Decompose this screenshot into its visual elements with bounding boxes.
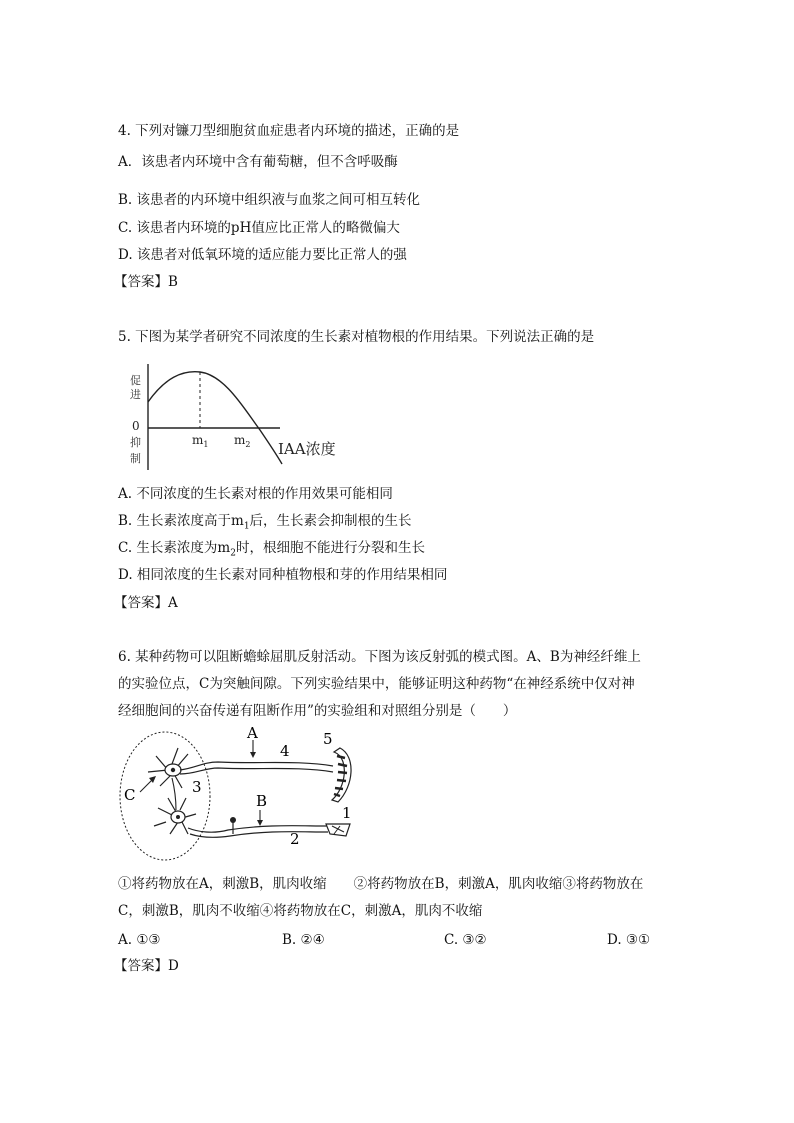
- q5-option-b: B. 生长素浓度高于$m_1$后，生长素会抑制根的生长: [118, 513, 412, 532]
- q6-statements-line-1: ①将药物放在A，刺激B，肌肉收缩 ②将药物放在B，刺激A，肌肉收缩③将药物放在: [118, 876, 644, 892]
- q6-option-a: A. ①③: [118, 932, 161, 948]
- motor-neuron-nucleus: [171, 768, 175, 772]
- q4-stem: 4. 下列对镰刀型细胞贫血症患者内环境的描述，正确的是: [118, 123, 460, 139]
- m2-label: $m_2$: [234, 433, 251, 449]
- label-c: C: [124, 786, 136, 804]
- ganglion-dot: [230, 817, 236, 823]
- q6-statements-line-2: C，刺激B，肌肉不收缩④将药物放在C，刺激A，肌肉不收缩: [118, 903, 483, 919]
- q6-option-d: D. ③①: [607, 932, 651, 948]
- q4-option-a: A．该患者内环境中含有葡萄糖，但不含呼吸酶: [118, 154, 398, 170]
- q6-stem-line-1: 6. 某种药物可以阻断蟾蜍屈肌反射活动。下图为该反射弧的模式图。A、B为神经纤维上: [118, 649, 641, 665]
- growth-effect-curve: [148, 372, 282, 464]
- q6-stem-line-3: 经细胞间的兴奋传递有阻断作用”的实验组和对照组分别是（ ）: [118, 703, 517, 719]
- q4-answer: 【答案】B: [114, 274, 178, 290]
- label-2: 2: [290, 830, 300, 848]
- auxin-concentration-curve-figure: [120, 360, 360, 472]
- q5-option-c: C. 生长素浓度为$m_2$时，根细胞不能进行分裂和生长: [118, 540, 425, 559]
- y-axis-inhibit-label-1: 抑: [130, 436, 141, 449]
- y-axis-promote-label-2: 进: [130, 388, 141, 401]
- receptor: [326, 824, 350, 836]
- m1-label: $m_1$: [192, 433, 209, 449]
- label-b: B: [256, 792, 268, 810]
- q5-answer: 【答案】A: [114, 595, 178, 611]
- arrow-a-head: [250, 752, 256, 758]
- q4-option-b: B. 该患者的内环境中组织液与血浆之间可相互转化: [118, 192, 421, 208]
- q5-stem: 5. 下图为某学者研究不同浓度的生长素对植物根的作用结果。下列说法正确的是: [118, 329, 595, 345]
- reflex-arc-figure: [118, 726, 368, 862]
- q6-option-c: C. ③②: [444, 932, 487, 948]
- interneuron-nucleus: [176, 815, 180, 819]
- q4-option-c: C. 该患者内环境的pH值应比正常人的略微偏大: [118, 220, 400, 236]
- label-4: 4: [280, 742, 290, 760]
- q6-stem-line-2: 的实验位点，C为突触间隙。下列实验结果中，能够证明这种药物“在神经系统中仅对神: [118, 676, 635, 692]
- q5-option-a: A. 不同浓度的生长素对根的作用效果可能相同: [118, 486, 393, 502]
- efferent-axon-lower: [180, 768, 333, 774]
- q6-option-b: B. ②④: [282, 932, 325, 948]
- label-1: 1: [342, 804, 352, 822]
- label-a: A: [247, 726, 258, 742]
- y-axis-zero-label: 0: [132, 419, 140, 433]
- label-3: 3: [192, 778, 202, 796]
- q6-answer: 【答案】D: [114, 958, 179, 974]
- label-5: 5: [323, 730, 333, 748]
- q4-option-d: D. 该患者对低氧环境的适应能力要比正常人的强: [118, 247, 407, 263]
- q5-option-d: D. 相同浓度的生长素对同种植物根和芽的作用结果相同: [118, 567, 448, 583]
- y-axis-promote-label-1: 促: [130, 374, 141, 387]
- x-axis-label: IAA浓度: [278, 440, 336, 458]
- y-axis-inhibit-label-2: 制: [130, 452, 141, 465]
- arrow-b-head: [257, 820, 263, 826]
